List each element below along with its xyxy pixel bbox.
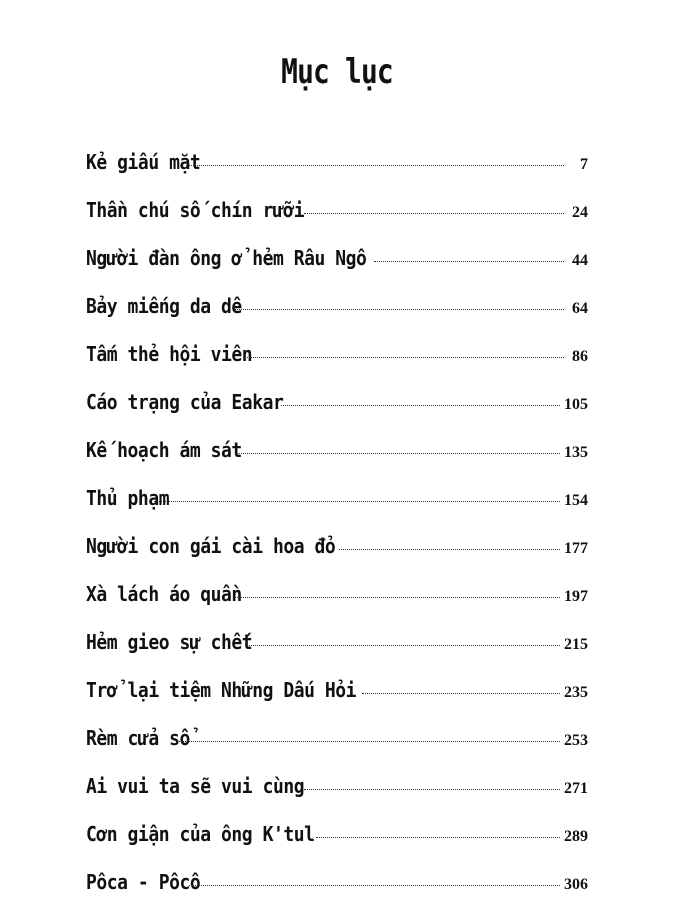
toc-entry-title: Kẻ giấu mặt bbox=[86, 150, 201, 174]
toc-entry bbox=[86, 870, 588, 918]
toc-leader-dots bbox=[374, 260, 565, 262]
toc-leader-dots bbox=[339, 548, 560, 550]
toc-entry bbox=[86, 630, 588, 678]
toc-entry-page: 154 bbox=[564, 492, 588, 509]
toc-entry-page: 253 bbox=[564, 732, 588, 749]
toc-entry-page: 215 bbox=[564, 636, 588, 653]
toc-entry-title: Pôca - Pôcô bbox=[86, 870, 201, 894]
toc-leader-dots bbox=[281, 404, 560, 406]
toc-leader-dots bbox=[189, 164, 564, 166]
toc-entry-title: Cáo trạng của Eakar bbox=[86, 390, 284, 414]
toc-entry bbox=[86, 822, 588, 870]
toc-entry bbox=[86, 150, 588, 198]
toc-entry-page: 24 bbox=[572, 204, 588, 221]
toc-entry-page: 135 bbox=[564, 444, 588, 461]
toc-entry bbox=[86, 294, 588, 342]
toc-entry-page: 177 bbox=[564, 540, 588, 557]
toc-leader-dots bbox=[304, 788, 560, 790]
toc-entry-title: Người con gái cài hoa đỏ bbox=[86, 534, 336, 558]
toc-entry bbox=[86, 438, 588, 486]
toc-entry-title: Bảy miếng da dê bbox=[86, 294, 242, 318]
toc-entry-page: 197 bbox=[564, 588, 588, 605]
toc-leader-dots bbox=[189, 884, 560, 886]
toc-leader-dots bbox=[247, 644, 560, 646]
toc-entry-title: Kế hoạch ám sát bbox=[86, 438, 242, 462]
toc-entry-title: Trở lại tiệm Những Dấu Hỏi bbox=[86, 678, 357, 702]
toc-entry-title: Thần chú số chín rưỡi bbox=[86, 198, 305, 222]
toc-entry-title: Ai vui ta sẽ vui cùng bbox=[86, 774, 305, 798]
toc-entry-page: 7 bbox=[580, 156, 588, 173]
toc-entry-title: Thủ phạm bbox=[86, 486, 170, 510]
toc-leader-dots bbox=[304, 212, 564, 214]
toc-entry-title: Hẻm gieo sự chết bbox=[86, 630, 253, 654]
toc-entry-title: Xà lách áo quần bbox=[86, 582, 242, 606]
toc-entry-page: 235 bbox=[564, 684, 588, 701]
page-title: Mục lục bbox=[281, 52, 393, 92]
toc-entry bbox=[86, 486, 588, 534]
toc-entry bbox=[86, 534, 588, 582]
table-of-contents bbox=[86, 150, 588, 918]
toc-entry-title: Rèm cửa sổ bbox=[86, 726, 190, 750]
toc-entry bbox=[86, 678, 588, 726]
toc-entry-page: 306 bbox=[564, 876, 588, 893]
toc-entry-page: 289 bbox=[564, 828, 588, 845]
toc-entry-page: 105 bbox=[564, 396, 588, 413]
toc-entry bbox=[86, 198, 588, 246]
toc-entry bbox=[86, 246, 588, 294]
toc-entry-title: Cơn giận của ông K'tul bbox=[86, 822, 315, 846]
toc-leader-dots bbox=[316, 836, 560, 838]
toc-leader-dots bbox=[235, 308, 564, 310]
toc-entry bbox=[86, 774, 588, 822]
toc-entry bbox=[86, 342, 588, 390]
toc-leader-dots bbox=[235, 596, 560, 598]
toc-leader-dots bbox=[235, 452, 560, 454]
toc-entry-title: Người đàn ông ở hẻm Râu Ngô bbox=[86, 246, 367, 270]
toc-leader-dots bbox=[362, 692, 560, 694]
toc-leader-dots bbox=[154, 500, 560, 502]
toc-entry bbox=[86, 726, 588, 774]
toc-entry-page: 64 bbox=[572, 300, 588, 317]
toc-entry-page: 86 bbox=[572, 348, 588, 365]
toc-entry bbox=[86, 390, 588, 438]
toc-entry-title: Tấm thẻ hội viên bbox=[86, 342, 253, 366]
toc-leader-dots bbox=[247, 356, 564, 358]
toc-entry bbox=[86, 582, 588, 630]
toc-leader-dots bbox=[177, 740, 560, 742]
toc-entry-page: 44 bbox=[572, 252, 588, 269]
toc-entry-page: 271 bbox=[564, 780, 588, 797]
